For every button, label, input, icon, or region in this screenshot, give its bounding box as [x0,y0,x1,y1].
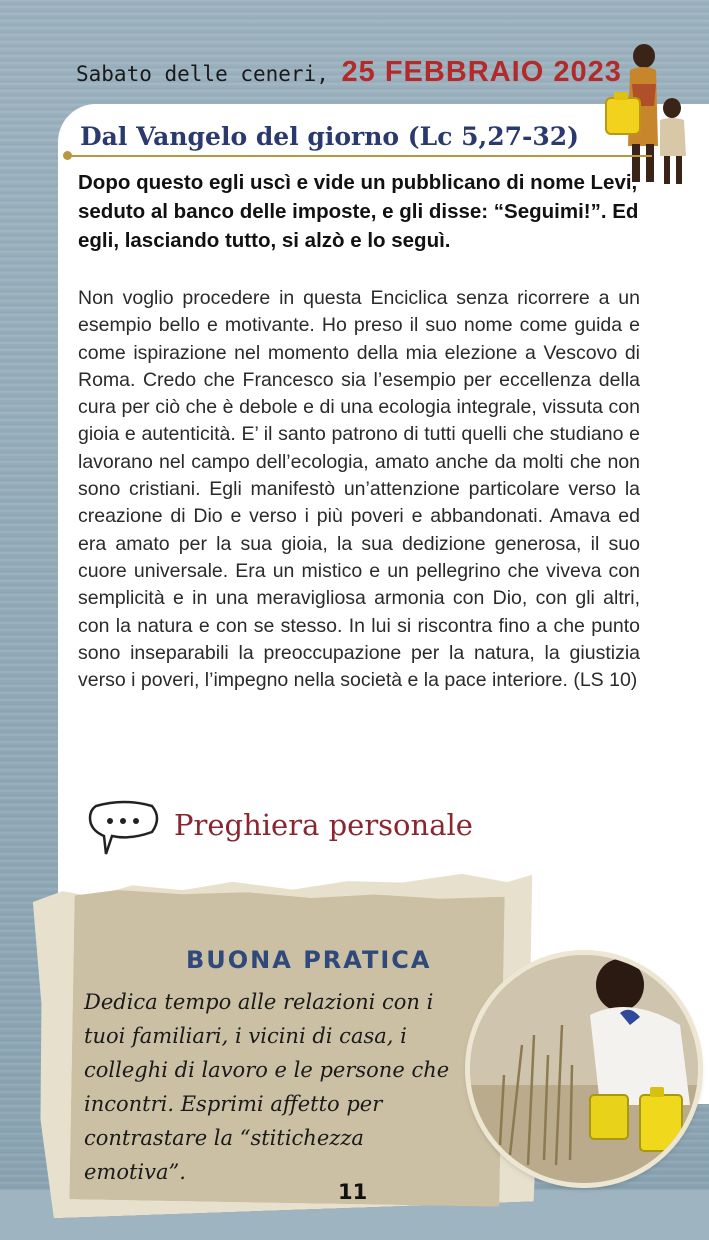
page-header-date [76,56,622,89]
date-label: 25 FEBBRAIO 2023 [341,56,622,88]
child-planting-photo [470,955,698,1183]
reflection-text: Non voglio procedere in questa Enciclica senza ricorrere a un esempio bello e motivante. Ho preso il suo nome come guida e come ispirazione nel momento della mia elezione a Vescovo di Roma. Credo che Francesco sia l’esempio per eccellenza della cura per ciò che è debole e di una ecologia integrale, vissuta con gioia e autenticità. E’ il santo patrono di tutti quelli che studiano e lavorano nel campo dell’ecologia, amato anche da molti che non sono cristiani. Egli manifestò un’attenzione particolare verso la creazione di Dio e verso i più poveri e abbandonati. Amava ed era amato per la sua gioia, la sua dedizione generosa, il suo cuore universale. Era un mistico e un pellegrino che viveva con semplicità e in una meravigliosa armonia con Dio, con gli altri, con la natura e con se stesso. In lui si riscontra fino a che punto sono inseparabili la preoccupazione per la natura, la giustizia verso i poveri, l’impegno nella società e la pace interiore. (LS 10) [78,287,640,692]
page-number: 11 [338,1180,368,1204]
prayer-label: Preghiera personale [174,808,473,842]
child-planting-drawing [470,955,698,1183]
day-label: Sabato delle ceneri, [76,62,329,86]
gospel-quote: Dopo questo egli uscì e vide un pubblicano di nome Levi, seduto al banco delle imposte, e gli disse: “Seguimi!”. Ed egli, lasciando tutto, si alzò e lo seguì. [78,171,639,252]
speech-bubble-icon [86,800,162,860]
title-rule [68,155,652,157]
gospel-title: Dal Vangelo del giorno (Lc 5,27-32) [80,122,579,151]
good-practice-title: BUONA PRATICA [186,946,432,974]
good-practice-text: Dedica tempo alle relazioni con i tuoi familiari, i vicini di casa, i colleghi di lavoro e le persone che incontri. Esprimi affetto per contrastare la “stitichezza emotiva”. [84,990,450,1184]
